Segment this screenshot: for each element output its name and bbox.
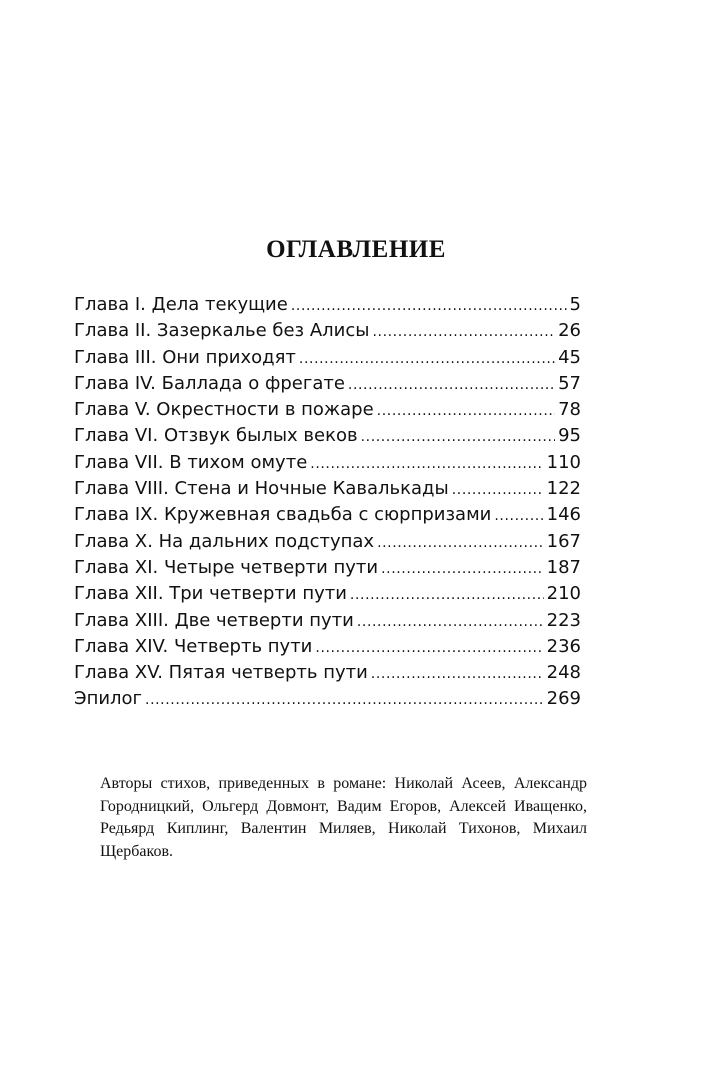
toc-entry-page: 248 — [546, 662, 581, 684]
toc-dot-leader — [291, 292, 567, 319]
toc-entry-page: 210 — [546, 583, 581, 605]
toc-entry-page: 146 — [546, 504, 581, 526]
toc-entry-label: Глава I. Дела текущие — [74, 294, 288, 315]
toc-dot-leader — [381, 555, 544, 582]
toc-entry-page: 167 — [546, 530, 581, 552]
toc-entry — [74, 371, 581, 397]
toc-dot-leader — [452, 476, 544, 503]
toc-dot-leader — [315, 634, 543, 661]
toc-entry-page: 26 — [558, 320, 581, 342]
toc-entry-label: Глава VIII. Стена и Ночные Кавалькады — [74, 478, 449, 500]
toc-dot-leader — [310, 450, 543, 477]
toc-entry-page: 45 — [558, 346, 581, 368]
toc-dot-leader — [348, 371, 555, 398]
toc-entry-label: Глава VI. Отзвук былых веков — [74, 425, 358, 447]
toc-entry — [74, 581, 581, 607]
toc-entry — [74, 529, 581, 555]
toc-entry — [74, 502, 581, 528]
toc-entry-label: Глава II. Зазеркалье без Алисы — [74, 320, 370, 342]
toc-entry-label: Глава XIII. Две четверти пути — [74, 609, 354, 631]
toc-entry-label: Глава XII. Три четверти пути — [74, 583, 347, 605]
toc-entry — [74, 397, 581, 423]
toc-entry — [74, 686, 581, 712]
toc-entry — [74, 634, 581, 660]
page-title: ОГЛАВЛЕНИЕ — [266, 236, 446, 263]
toc-entry — [74, 660, 581, 686]
toc-dot-leader — [145, 686, 544, 713]
toc-entry-page: 223 — [546, 609, 581, 631]
toc-entry-label: Глава V. Окрестности в пожаре — [74, 399, 374, 421]
toc-entry-label: Глава XI. Четыре четверти пути — [74, 556, 379, 578]
toc-entry-page: 5 — [569, 294, 581, 315]
toc-dot-leader — [357, 608, 544, 635]
toc-entry-label: Эпилог — [74, 688, 143, 710]
toc-entry-label: Глава IX. Кружевная свадьба с сюрпризами — [74, 504, 492, 526]
toc-dot-leader — [494, 502, 543, 529]
toc-entry — [74, 450, 581, 476]
toc-entry — [74, 555, 581, 581]
toc-entry-label: Глава IV. Баллада о фрегате — [74, 372, 345, 394]
toc-entry-page: 122 — [546, 478, 581, 500]
toc-entry-page: 78 — [558, 399, 581, 421]
toc-entry — [74, 318, 581, 344]
toc-entry — [74, 345, 581, 371]
toc-entry-page: 236 — [546, 635, 581, 657]
toc-dot-leader — [377, 397, 555, 424]
toc-entry — [74, 423, 581, 449]
authors-note: Авторы стихов, приведенных в романе: Николай Асеев, Александр Городницкий, Ольгерд Довмонт, Вадим Егоров, Алексей Иващенко, Редьярд Киплинг, Валентин Миляев, Николай Тихонов, Михаил Щербаков. — [100, 775, 587, 860]
toc-dot-leader — [377, 529, 544, 556]
toc-entry-label: Глава XIV. Четверть пути — [74, 635, 313, 657]
toc-entry-label: Глава VII. В тихом омуте — [74, 451, 308, 473]
toc-dot-leader — [350, 581, 544, 608]
toc-entry-page: 187 — [546, 556, 581, 578]
toc-entry-page: 110 — [546, 451, 581, 473]
toc-entry — [74, 608, 581, 634]
toc-entry-page: 269 — [546, 688, 581, 710]
toc-dot-leader — [371, 660, 544, 687]
toc-entry — [74, 476, 581, 502]
toc-entry-page: 95 — [558, 425, 581, 447]
toc-entry-page: 57 — [558, 372, 581, 394]
toc-entry-label: Глава III. Они приходят — [74, 346, 296, 368]
table-of-contents — [74, 292, 581, 713]
toc-dot-leader — [361, 423, 555, 450]
toc-entry — [74, 292, 581, 318]
toc-dot-leader — [299, 345, 555, 372]
toc-entry-label: Глава X. На дальних подступах — [74, 530, 375, 552]
toc-dot-leader — [372, 318, 555, 345]
toc-entry-label: Глава XV. Пятая четверть пути — [74, 662, 368, 684]
